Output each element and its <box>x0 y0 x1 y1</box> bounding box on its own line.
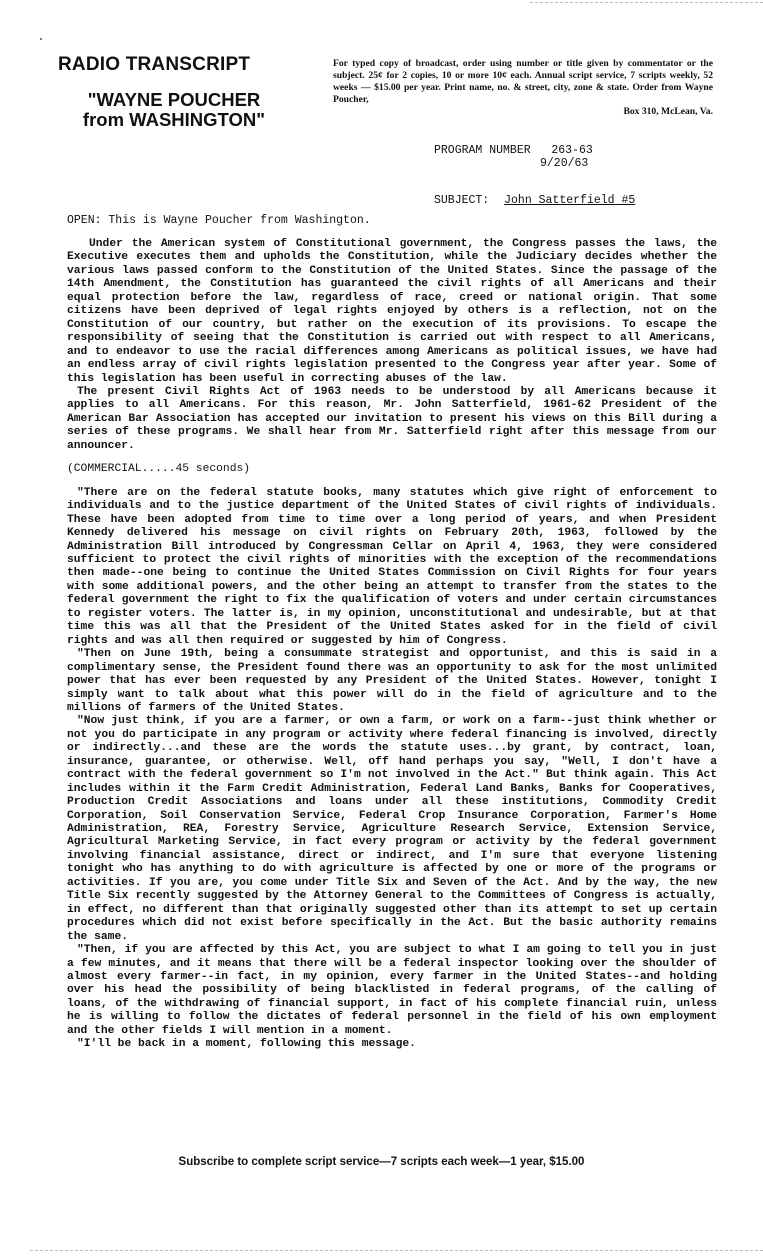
subject-value: John Satterfield #5 <box>504 194 636 207</box>
scan-edge-bottom <box>30 1250 763 1251</box>
order-info-text: For typed copy of broadcast, order using number or title given by commentator or the subject. 25¢ for 2 copies, 10 or more 10¢ each. Annual script service, 7 scripts weekly, 52 weeks — $15.00 per year. Print name, no. & street, city, zone & state. Order from Wayne Poucher, <box>333 58 713 105</box>
subscription-footer: Subscribe to complete script service—7 scripts each week—1 year, $15.00 <box>178 1156 585 1168</box>
paragraph-federal-statutes: "There are on the federal statute books, many statutes which give right of enforcement to individuals and to the justice department of the United States of civil rights of individuals. These have been adopted from time to time over a long period of years, and when President Kennedy delivered his message on civil rights on February 20th, 1963, followed by the Administration Bill introduced by Congressman Cellar on April 4, 1963, they were considered sufficient to protect the civil rights of minorities with the exception of the recommendations then made--one being to continue the United States Commission on Civil Rights for four years with some additional powers, and the other being an attempt to transfer from the states to the federal government the right to fix the qualification of voters and under certain circumstances to register voters. The latter is, in my opinion, unconstitutional and undesirable, but at that time this was all that the President of the United States asked for in the field of civil rights and was all then required or suggested by him of Congress. <box>67 486 717 647</box>
program-date: 9/20/63 <box>540 157 589 170</box>
scan-edge-top <box>530 2 763 3</box>
paragraph-farmers: "Now just think, if you are a farmer, or own a farm, or work on a farm--just think whether or not you do participate in any program or activity where federal financing is involved, directly or indirectly...and these are the words the statute uses...by grant, by contract, loan, insurance, guarantee, or otherwise. Well, off hand perhaps you say, "Well, I don't have a contract with the federal government so I'm not involved in the Act." But think again. This Act includes within it the Farm Credit Administration, Federal Land Banks, Banks for Cooperatives, Production Credit Associations and loans under all these institutions, Commodity Credit Corporation, Soil Conservation Service, Federal Crop Insurance Corporation, Farmer's Home Administration, REA, Forestry Service, Agriculture Research Service, Extension Service, Agricultural Marketing Service, in fact every program or activity by the federal government involving financial assistance, direct or indirect, and I'm sure that everyone listening tonight who has anything to do with agriculture is affected by one or more of the programs or activities. If you are, you come under Title Six and Seven of the Act. And by the way, the new Title Six recently suggested by the Attorney General to the Committees of Congress is actually, in effect, no different than that originally suggested other than its attempt to set up certain procedures which did not exist before specifically in the Act. But the basic authority remains the same. <box>67 715 717 943</box>
subject-label: SUBJECT: <box>434 194 490 207</box>
open-line: OPEN: This is Wayne Poucher from Washington. <box>67 214 371 227</box>
masthead <box>58 54 328 130</box>
paragraph-june-19th: "Then on June 19th, being a consummate strategist and opportunist, and this is said in a complimentary sense, the President found there was an opportunity to ask for the most unlimited power that has ever been requested by any President of the United States. However, tonight I simply want to talk about what this power will do in the field of agriculture and to the millions of farmers of the United States. <box>67 648 717 714</box>
masthead-title: RADIO TRANSCRIPT <box>58 54 251 75</box>
program-info <box>434 144 635 207</box>
show-name-line-1: "WAYNE POUCHER <box>87 89 261 110</box>
commercial-break: (COMMERCIAL.....45 seconds) <box>67 463 251 476</box>
subject-row <box>434 194 635 207</box>
program-number-label: PROGRAM NUMBER <box>434 144 531 157</box>
paragraph-intro: Under the American system of Constitutional government, the Congress passes the laws, the Executive executes them and upholds the Constitution, while the Judiciary decides whether the various laws passed conform to the Constitution of the United States. Since the passage of the 14th Amendment, the Constitution has guaranteed the civil rights of all Americans and their equal protection before the law, regardless of race, creed or national origin. That some citizens have been deprived of legal rights enjoyed by others is a reflection, not on the Constitution of our country, but rather on the execution of its provisions. To escape the responsibility of seeing that the Constitution is carried out with respect to all Americans, and to endeavor to use the racial differences among Americans as political issues, we have had an endless array of civil rights legislation presented to the Congress year after year. Some of this legislation has been useful in correcting abuses of the law. <box>67 238 717 385</box>
order-info <box>333 58 713 118</box>
paragraph-federal-inspector: "Then, if you are affected by this Act, you are subject to what I am going to tell you in just a few minutes, and it means that there will be a federal inspector looking over the shoulder of almost every farmer--in fact, in my opinion, every farmer in the United States--and holding over his head the possibility of being blacklisted in federal programs, of the calling of loans, of the withdrawing of financial support, in fact of his complete financial ruin, unless he is willing to follow the dictates of federal personnel in the field of his own employment and the other fields I will mention in a moment. <box>67 944 717 1037</box>
transcript-body <box>67 238 717 1052</box>
program-number-row <box>434 144 635 157</box>
show-name-line-2: from WASHINGTON" <box>82 109 266 130</box>
program-number: 263-63 <box>551 144 593 157</box>
paragraph-closing: "I'll be back in a moment, following this message. <box>77 1038 416 1051</box>
show-name <box>58 90 290 130</box>
order-address: Box 310, McLean, Va. <box>623 106 713 117</box>
paragraph-civil-rights-act: The present Civil Rights Act of 1963 needs to be understood by all Americans because it applies to all Americans. For this reason, Mr. John Satterfield, 1961-62 President of the American Bar Association has accepted our invitation to present his views on this Bill during a series of these programs. We shall hear from Mr. Satterfield right after this message from our announcer. <box>67 385 717 452</box>
scan-speck <box>40 38 42 40</box>
